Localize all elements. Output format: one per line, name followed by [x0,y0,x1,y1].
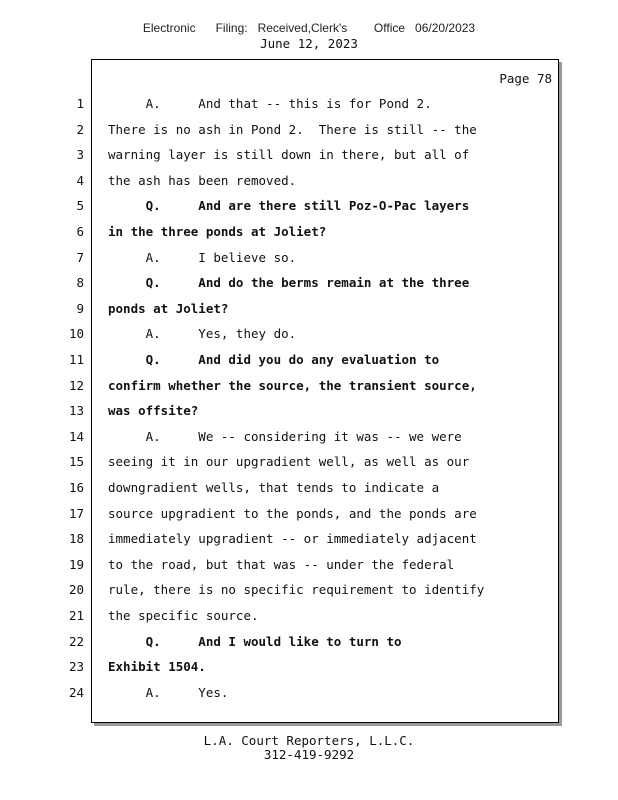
line-number: 1 [76,96,84,111]
line-number: 22 [68,634,84,649]
line-text: warning layer is still down in there, but all of [108,147,470,162]
line-number: 2 [76,122,84,137]
line-text: confirm whether the source, the transient source, [108,378,477,393]
line-number: 8 [76,275,84,290]
line-text: Q. And do the berms remain at the three [108,275,470,290]
line-number: 5 [76,198,84,213]
line-number: 24 [68,685,84,700]
line-text: in the three ponds at Joliet? [108,224,327,239]
line-text: Q. And are there still Poz-O-Pac layers [108,198,470,213]
line-number: 20 [68,582,84,597]
line-number: 9 [76,301,84,316]
line-text: Exhibit 1504. [108,659,206,674]
page-number: Page 78 [499,71,552,86]
line-text: Q. And I would like to turn to [108,634,402,649]
line-number: 4 [76,173,84,188]
line-text: A. And that -- this is for Pond 2. [108,96,432,111]
line-number: 21 [68,608,84,623]
line-text: source upgradient to the ponds, and the ponds are [108,506,477,521]
line-text: rule, there is no specific requirement to identify [108,582,485,597]
line-number: 18 [68,531,84,546]
line-number: 16 [68,480,84,495]
line-text: A. We -- considering it was -- we were [108,429,462,444]
line-number: 23 [68,659,84,674]
line-text: immediately upgradient -- or immediately adjacent [108,531,477,546]
line-text: to the road, but that was -- under the federal [108,557,455,572]
line-text: Q. And did you do any evaluation to [108,352,440,367]
line-text: There is no ash in Pond 2. There is still -- the [108,122,477,137]
line-text: A. Yes. [108,685,229,700]
line-number: 12 [68,378,84,393]
line-text: was offsite? [108,403,199,418]
reporter-phone: 312-419-9292 [263,747,355,762]
line-text: downgradient wells, that tends to indicate a [108,480,440,495]
line-text: A. Yes, they do. [108,326,297,341]
line-number: 6 [76,224,84,239]
line-number: 13 [68,403,84,418]
line-text: the specific source. [108,608,259,623]
line-number: 7 [76,250,84,265]
line-number: 11 [68,352,84,367]
line-number: 14 [68,429,84,444]
line-text: the ash has been removed. [108,173,297,188]
line-number: 15 [68,454,84,469]
line-number: 17 [68,506,84,521]
transcript-date: June 12, 2023 [260,36,358,51]
line-number: 19 [68,557,84,572]
line-number: 10 [68,326,84,341]
reporter-company: L.A. Court Reporters, L.L.C. [203,733,415,748]
line-number: 3 [76,147,84,162]
line-text: ponds at Joliet? [108,301,229,316]
electronic-filing-stamp: Electronic Filing: Received,Clerk's Office 06/20/2023 [142,21,476,35]
line-text: A. I believe so. [108,250,297,265]
line-text: seeing it in our upgradient well, as well as our [108,454,470,469]
